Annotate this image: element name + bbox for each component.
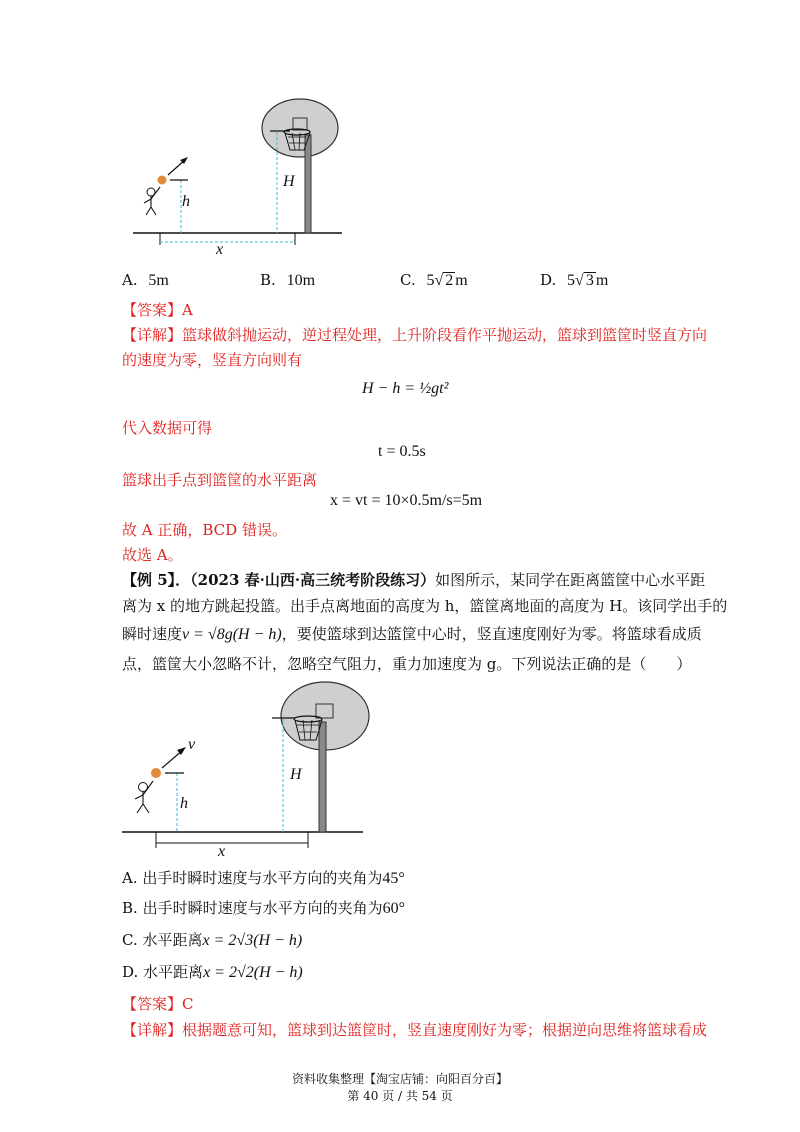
figure-2-drawing [120, 678, 365, 863]
figure-1-drawing [130, 95, 345, 265]
q5-option-a [122, 868, 405, 889]
figure-2-label-H: H [290, 766, 302, 783]
q4-conclusion-2: 故选 A。 [122, 546, 183, 564]
option-letter: D. [540, 271, 557, 289]
q4-option-c [400, 270, 468, 291]
figure-2-label-v: v [188, 736, 196, 753]
q4-option-a [122, 270, 169, 291]
q5-title: 【例 5】．（2023 春·山西·高三统考阶段练习） [122, 571, 436, 589]
q5-stem-line-4: 点，篮筐大小忽略不计，忽略空气阻力，重力加速度为 g。下列说法正确的是（ ） [122, 655, 692, 673]
option-math: 60° [382, 900, 405, 917]
footer-source: 资料收集整理【淘宝店铺：向阳百分百】 [291, 1072, 508, 1086]
option-math: x = 2√2(H − h) [203, 964, 303, 981]
q4-equation-2: t = 0.5s [378, 443, 426, 460]
q5-option-d [122, 962, 303, 983]
q5-stem-line-2: 离为 x 的地方跳起投篮。出手点离地面的高度为 h，篮筐离地面的高度为 H。该同学出手的 [122, 597, 728, 615]
coef: 5 [567, 272, 576, 289]
q5-option-c [122, 930, 302, 951]
option-text: 出手时瞬时速度与水平方向的夹角为 [142, 899, 383, 917]
figure-2-label-h: h [180, 795, 188, 812]
figure-2-label-x: x [218, 843, 226, 860]
radicand: 3 [585, 272, 594, 289]
q5-solution-line-1 [122, 1020, 707, 1040]
radicand: 2 [445, 272, 454, 289]
unit: m [595, 272, 609, 289]
q4-step-3: 篮球出手点到篮筐的水平距离 [122, 471, 318, 489]
option-text: 5m [148, 272, 169, 289]
option-text: 10m [286, 272, 316, 289]
option-math: 45° [382, 870, 405, 887]
q4-solution-line-1 [122, 325, 707, 345]
solution-text: 根据题意可知，篮球到达篮筐时，竖直速度刚好为零；根据逆向思维将篮球看成 [182, 1021, 708, 1039]
option-letter: A. [122, 271, 138, 289]
option-letter: C. [122, 931, 138, 949]
footer-page-number: 第 40 页 / 共 54 页 [347, 1089, 453, 1103]
q4-solution-line-2: 的速度为零，竖直方向则有 [122, 351, 303, 369]
q5-text: 如图所示，某同学在距离篮筐中心水平距 [435, 571, 706, 589]
option-text: 水平距离 [143, 963, 204, 981]
solution-text: 篮球做斜抛运动，逆过程处理，上升阶段看作平抛运动，篮球到篮筐时竖直方向 [182, 326, 708, 344]
option-letter: D. [122, 963, 139, 981]
q4-step-2: 代入数据可得 [122, 419, 213, 437]
answer-label: 【答案】 [122, 995, 183, 1013]
q5-stem-line-1 [122, 570, 705, 590]
solution-label: 【详解】 [122, 1021, 183, 1039]
option-letter: B. [122, 899, 138, 917]
option-letter: C. [400, 271, 416, 289]
q5-text: 瞬时速度 [122, 625, 183, 643]
q4-equation-1: H − h = ½gt² [362, 380, 449, 397]
q4-option-b [260, 270, 315, 291]
option-text: 水平距离 [142, 931, 203, 949]
solution-label: 【详解】 [122, 326, 183, 344]
option-math: x = 2√3(H − h) [202, 932, 303, 949]
q5-text: ，要使篮球到达篮筐中心时，竖直速度刚好为零。将篮球看成质 [281, 625, 702, 643]
q5-option-b [122, 898, 405, 919]
option-math: 5√ 2 m [426, 272, 468, 289]
q4-conclusion-1: 故 A 正确，BCD 错误。 [122, 521, 287, 539]
answer-label: 【答案】 [122, 301, 183, 319]
answer-value: A [182, 301, 193, 319]
option-text: 出手时瞬时速度与水平方向的夹角为 [142, 869, 383, 887]
coef: 5 [426, 272, 435, 289]
answer-value: C [182, 995, 194, 1013]
option-letter: A. [122, 869, 138, 887]
figure-1 [130, 95, 345, 265]
figure-2 [120, 678, 365, 863]
q5-velocity-formula: v = √8g(H − h) [182, 626, 282, 643]
q4-option-d [540, 270, 608, 291]
option-math: 5√ 3 m [567, 272, 609, 289]
figure-1-label-x: x [216, 241, 224, 258]
q5-answer [122, 994, 194, 1014]
unit: m [455, 272, 468, 289]
q5-stem-line-3 [122, 624, 702, 645]
q4-answer [122, 300, 193, 320]
q4-equation-3: x = vt = 10×0.5m/s=5m [330, 492, 483, 509]
option-letter: B. [260, 271, 276, 289]
figure-1-label-h: h [182, 193, 190, 210]
figure-1-label-H: H [283, 173, 295, 190]
